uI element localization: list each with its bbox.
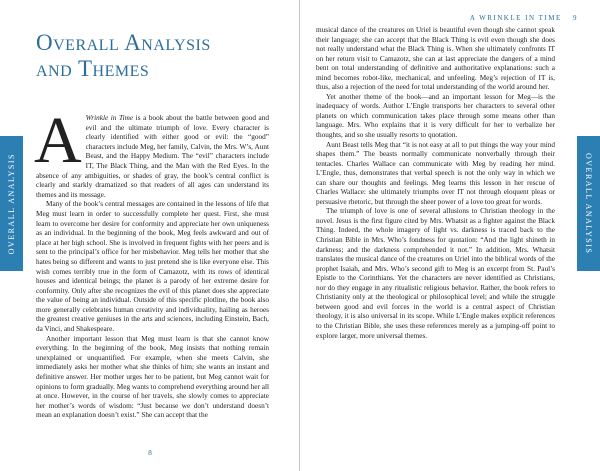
running-header-title: A WRINKLE IN TIME <box>469 14 562 22</box>
body-paragraph: Aunt Beast tells Meg that “it is not easy at all to put things the way your mind shapes them.” The beasts normally communicate nonverbally through their tentacles. Charles Wallace can communicate with Meg by reading her mind. L’Engle, thus, demonstrates that verbal speech is not the only way in which we can share our thoughts and feelings. Meg learns this lesson in her rescue of Charles Wallace: she ultimately triumphs over IT not through eloquent pleas or persuasive rhetoric, but through the sheer power of a love too great for words. <box>316 140 555 206</box>
body-paragraph: Many of the book’s central messages are contained in the lessons of life that Meg must learn in order to successfully complete her quest. First, she must learn to overcome her desire for conformity and appreciate her own uniqueness as an individual. In the beginning of the book, Meg feels awkward and out of place at her high school. She is involved in frequent fights with her peers and is sent to the principal’s office for her misbehavior. Meg tells her mother that she hates being so different and wants to just pretend she is like everyone else. This wish comes terribly true in the form of Camazotz, with its rows of identical houses and identical beings; the planet is a parody of her extreme desire for conformity. Only after she recognizes the evil of this planet does she appreciate the value of being an individual. Outside of this specific plotline, the book also more generally celebrates human creativity and individuality, hailing as heroes the greatest creative geniuses in the arts and sciences, including Einstein, Bach, da Vinci, and Shakespeare. <box>36 200 269 334</box>
body-paragraph <box>34 104 269 200</box>
page-number-left: 8 <box>148 448 152 457</box>
page-title <box>36 30 276 82</box>
left-text-column <box>34 104 269 421</box>
body-paragraph: musical dance of the creatures on Uriel is beautiful even though she cannot speak their language; she can accept that the Black Thing is evil even though she does not really understand what the Black Thing is. When she ultimately confronts IT on her return visit to Camazotz, she can at last appreciate the dangers of a mind bent on total understanding of definitive and authoritative explanations: such a mind becomes robot-like, mechanical, and unfeeling. Meg’s rejection of IT is, thus, also a rejection of the need for total understanding of the world around her. <box>316 26 555 92</box>
body-paragraph: Another important lesson that Meg must learn is that she cannot know everything. In the beginning of the book, Meg insists that nothing remain unexplained or unquantified. For example, when she meets Calvin, she immediately asks her mother what she thinks of him; she wants an instant and definitive answer. Her mother urges her to be patient, but Meg cannot wait for opinions to form gradually. Meg wants to comprehend everything around her all at once. However, in the course of her travels, she slowly comes to appreciate her mother’s words of wisdom: “Just because we don’t understand doesn’t mean an explanation doesn’t exist.” She can accept that the <box>36 334 269 420</box>
title-line-2: and Themes <box>36 56 150 81</box>
page-number-right: 9 <box>573 14 578 22</box>
side-tab-label: OVERALL ANALYSIS <box>7 152 16 255</box>
section-side-tab-right <box>577 136 600 271</box>
body-paragraph: Yet another theme of the book—and an important lesson for Meg—is the inadequacy of words. Author L’Engle transports her characters to several other planets on which communication takes place through some means other than language. Mrs. Who explains that it is very difficult for her to verbalize her thoughts, and so she usually resorts to quotation. <box>316 92 555 140</box>
right-text-column <box>316 26 555 341</box>
title-line-1: Overall Analysis <box>36 30 211 55</box>
running-header <box>470 14 578 22</box>
book-title-italic: Wrinkle in Time <box>85 114 134 122</box>
section-side-tab-left <box>0 136 23 271</box>
paragraph-text: is a book about the battle between good and evil and the ultimate triumph of love. Every character is clearly identified with either good or evil: the “good” characters include Meg, her family, Calvin, the Mrs. W’s, Aunt Beast, and the Happy Medium. The “evil” characters include IT, The Black Thing, and the Man with the Red Eyes. In the absence of any ambiguities, or shades of gray, the book’s central conflict is clearly and starkly dramatized so that readers of all ages can understand its themes and its message. <box>36 114 269 199</box>
drop-cap: A <box>34 104 82 177</box>
body-paragraph: The triumph of love is one of several allusions to Christian theology in the novel. Jesus is the first figure cited by Mrs. Whatsit as a fighter against the Black Thing. Indeed, the whole imagery of light vs. darkness is traced back to the Christian Bible in Mrs. Who’s fondness for quotation: “And the light shineth in darkness; and the darkness comprehended it not.” In addition, Mrs. Whatsit translates the musical dance of the creatures on Uriel into the biblical words of the prophet Isaiah, and Mrs. Who’s second gift to Meg is an excerpt from St. Paul’s Epistle to the Corinthians. Yet the characters are never identified as Christians, nor do they engage in any ritualistic religious behavior. Rather, the book refers to Christianity only at the theological or philosophical level; and while the struggle between good and evil forces in the world is a central aspect of Christian theology, it is also universal in its scope. While L’Engle makes explicit references to the Christian Bible, she uses these references merely as a jumping-off point to explore larger, more universal themes. <box>316 207 555 340</box>
side-tab-label: OVERALL ANALYSIS <box>584 152 593 255</box>
right-page <box>300 0 600 471</box>
